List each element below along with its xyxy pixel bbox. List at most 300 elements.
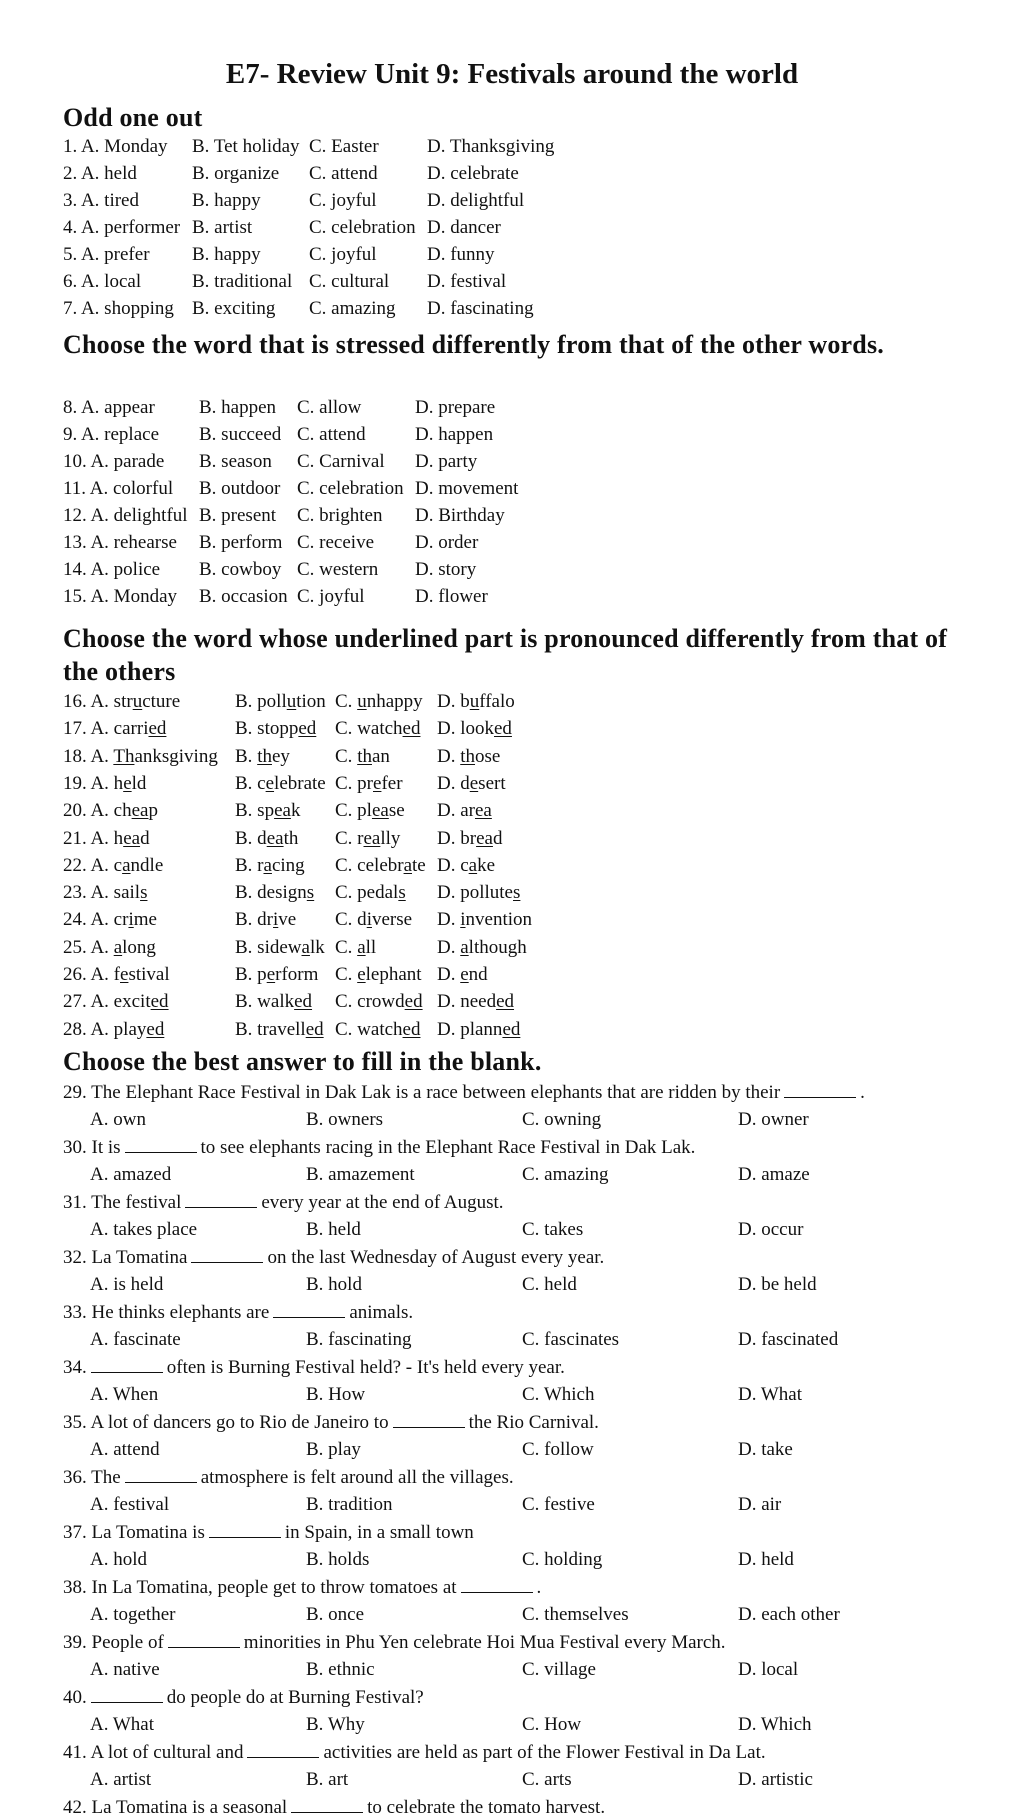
- word-prefix: 25. A.: [63, 936, 114, 958]
- word-suffix: nhappy: [366, 691, 423, 712]
- fill-question-stem: [63, 1632, 726, 1654]
- answer-blank: [185, 1193, 257, 1208]
- section-heading-fill-blank: Choose the best answer to fill in the blank.: [63, 1047, 542, 1076]
- option-B: [235, 937, 325, 959]
- option-A: 13. A. rehearse: [63, 532, 177, 553]
- fill-question-stem: [63, 1797, 605, 1819]
- word-prefix: 17. A. carri: [63, 718, 149, 740]
- underlined-part: ea: [274, 800, 291, 822]
- option-A: A. own: [90, 1109, 146, 1130]
- word-prefix: C. pedal: [335, 882, 399, 904]
- option-C: C. cultural: [309, 271, 390, 292]
- option-C: C. Carnival: [297, 451, 385, 472]
- option-B: B. once: [306, 1604, 365, 1625]
- word-suffix: ose: [475, 745, 501, 767]
- word-prefix: C. watch: [335, 1018, 403, 1040]
- word-suffix: lk: [309, 936, 325, 958]
- option-D: [437, 1019, 520, 1041]
- word-prefix: 16. A. str: [63, 691, 133, 712]
- option-A: [63, 882, 147, 904]
- stem-text-after: minorities in Phu Yen celebrate Hoi Mua Festival every March.: [243, 1632, 726, 1653]
- underlined-part: ed: [146, 1018, 165, 1040]
- option-C: [335, 773, 403, 795]
- option-C: C. village: [522, 1659, 596, 1680]
- stem-text-after: .: [536, 1577, 542, 1598]
- option-C: C. festive: [522, 1494, 595, 1515]
- option-D: D. dancer: [427, 217, 501, 238]
- option-C: C. owning: [522, 1109, 602, 1130]
- stem-text-after: .: [860, 1082, 865, 1103]
- option-B: [235, 991, 312, 1013]
- word-suffix: ey: [271, 745, 290, 767]
- word-prefix: C. watch: [335, 718, 403, 740]
- option-D: D. owner: [738, 1109, 809, 1130]
- option-D: D. delightful: [427, 190, 525, 211]
- option-C: C. brighten: [297, 505, 383, 526]
- word-suffix: an: [371, 745, 390, 767]
- option-C: C. western: [297, 559, 379, 580]
- stem-text-after: do people do at Burning Festival?: [166, 1687, 424, 1708]
- option-C: [335, 691, 423, 713]
- option-C: C. How: [522, 1714, 582, 1735]
- word-suffix: ld: [131, 772, 147, 794]
- answer-blank: [168, 1633, 240, 1648]
- option-A: 9. A. replace: [63, 424, 160, 445]
- stem-text-after: often is Burning Festival held? - It's held every year.: [166, 1357, 565, 1378]
- word-suffix: tion: [296, 691, 326, 712]
- option-B: B. hold: [306, 1274, 362, 1295]
- stem-text-after: animals.: [349, 1302, 414, 1323]
- option-C: C. takes: [522, 1219, 584, 1240]
- word-prefix: D. c: [437, 854, 469, 876]
- answer-blank: [273, 1303, 345, 1318]
- word-suffix: rform: [275, 964, 319, 985]
- word-suffix: lly: [380, 827, 401, 849]
- option-B: [235, 691, 326, 713]
- option-A: [63, 909, 157, 931]
- section-heading-odd-one-out: Odd one out: [63, 103, 203, 132]
- underlined-part: ed: [402, 718, 421, 740]
- option-D: D. each other: [738, 1604, 840, 1625]
- word-prefix: C. d: [335, 909, 367, 931]
- option-B: B. outdoor: [199, 478, 281, 499]
- underlined-part: i: [128, 909, 134, 931]
- underlined-part: a: [301, 936, 310, 958]
- option-B: B. traditional: [192, 271, 293, 292]
- option-C: C. joyful: [309, 244, 377, 265]
- option-B: [235, 909, 296, 931]
- option-A: [63, 746, 218, 768]
- word-suffix: sert: [478, 772, 506, 794]
- option-B: B. held: [306, 1219, 361, 1240]
- option-B: B. ethnic: [306, 1659, 375, 1680]
- option-C: C. joyful: [297, 586, 365, 607]
- word-prefix: D.: [437, 745, 461, 767]
- word-prefix: D.: [437, 909, 461, 931]
- option-C: C. receive: [297, 532, 375, 553]
- word-prefix: D. b: [437, 691, 470, 712]
- option-C: [335, 855, 426, 877]
- option-A: 5. A. prefer: [63, 244, 150, 265]
- answer-blank: [191, 1248, 263, 1263]
- option-B: B. present: [199, 505, 277, 526]
- word-prefix: B. travell: [235, 1018, 306, 1040]
- option-D: D. air: [738, 1494, 782, 1515]
- option-A: 2. A. held: [63, 163, 137, 184]
- underlined-part: e: [460, 964, 469, 985]
- word-prefix: C.: [335, 964, 358, 985]
- underlined-part: ed: [404, 991, 423, 1013]
- option-C: [335, 800, 405, 822]
- word-prefix: B.: [235, 745, 258, 767]
- option-D: D. Birthday: [415, 505, 505, 526]
- word-suffix: nd: [468, 964, 488, 985]
- stem-text: 35. A lot of dancers go to Rio de Janeiro to: [63, 1412, 389, 1433]
- word-prefix: 22. A. c: [63, 854, 123, 876]
- option-A: 11. A. colorful: [63, 478, 174, 499]
- option-D: [437, 909, 532, 931]
- option-A: A. takes place: [90, 1219, 198, 1240]
- word-prefix: 28. A. play: [63, 1018, 147, 1040]
- option-C: [335, 718, 420, 740]
- stem-text: 40.: [63, 1687, 87, 1708]
- underlined-part: a: [460, 936, 469, 958]
- option-D: [437, 964, 488, 986]
- underlined-part: ed: [496, 991, 515, 1013]
- underlined-part: i: [460, 909, 466, 931]
- word-prefix: C. crowd: [335, 991, 405, 1013]
- word-suffix: ffalo: [479, 691, 515, 712]
- option-B: B. succeed: [199, 424, 282, 445]
- option-A: 7. A. shopping: [63, 298, 174, 319]
- option-B: B. artist: [192, 217, 253, 238]
- underlined-part: s: [513, 882, 521, 904]
- section-heading-stress: Choose the word that is stressed differently from that of the other words.: [63, 330, 884, 359]
- word-prefix: C. r: [335, 827, 364, 849]
- word-prefix: C.: [335, 745, 358, 767]
- word-suffix: k: [290, 800, 301, 822]
- word-prefix: D.: [437, 936, 461, 958]
- word-prefix: B. dr: [235, 909, 273, 931]
- option-C: C. joyful: [309, 190, 377, 211]
- word-prefix: D. pollute: [437, 882, 513, 904]
- answer-blank: [209, 1523, 281, 1538]
- option-D: D. occur: [738, 1219, 804, 1240]
- word-prefix: C.: [335, 936, 358, 958]
- option-D: D. celebrate: [427, 163, 519, 184]
- stem-text: 36. The: [63, 1467, 121, 1488]
- word-prefix: B. stopp: [235, 718, 299, 740]
- stem-text: 32. La Tomatina: [63, 1247, 188, 1268]
- option-D: D. happen: [415, 424, 494, 445]
- option-A: 3. A. tired: [63, 190, 139, 211]
- stem-text-after: on the last Wednesday of August every year.: [267, 1247, 605, 1268]
- fill-question-stem: [63, 1577, 541, 1599]
- option-A: A. native: [90, 1659, 160, 1680]
- option-B: B. happy: [192, 244, 261, 265]
- underlined-part: ea: [131, 800, 149, 822]
- word-suffix: stival: [128, 964, 170, 985]
- option-B: B. happy: [192, 190, 261, 211]
- option-D: D. order: [415, 532, 479, 553]
- option-B: B. perform: [199, 532, 283, 553]
- option-D: D. funny: [427, 244, 495, 265]
- option-B: [235, 1019, 324, 1041]
- stem-text-after: the Rio Carnival.: [468, 1412, 599, 1433]
- fill-question-stem: [63, 1357, 565, 1379]
- option-B: B. exciting: [192, 298, 276, 319]
- option-A: A. together: [90, 1604, 176, 1625]
- underlined-part: ed: [150, 991, 169, 1013]
- option-A: [63, 800, 158, 822]
- answer-blank: [393, 1413, 465, 1428]
- word-suffix: ke: [477, 854, 496, 876]
- option-C: [335, 882, 406, 904]
- word-prefix: B. sidew: [235, 936, 302, 958]
- underlined-part: u: [132, 691, 143, 712]
- stem-text: 34.: [63, 1357, 87, 1378]
- underlined-part: s: [140, 882, 148, 904]
- option-C: [335, 964, 422, 986]
- word-suffix: lthough: [468, 936, 527, 958]
- option-D: D. Which: [738, 1714, 812, 1735]
- answer-blank: [125, 1138, 197, 1153]
- option-A: A. hold: [90, 1549, 147, 1570]
- fill-question-stem: [63, 1522, 474, 1544]
- underlined-part: th: [357, 745, 372, 767]
- stem-text: 29. The Elephant Race Festival in Dak Lak is a race between elephants that are ridden by their: [63, 1082, 781, 1103]
- stem-text: 37. La Tomatina is: [63, 1522, 205, 1543]
- answer-blank: [125, 1468, 197, 1483]
- answer-blank: [91, 1688, 163, 1703]
- word-suffix: lebrate: [274, 772, 326, 794]
- option-C: [335, 937, 376, 959]
- option-D: D. festival: [427, 271, 507, 292]
- option-A: A. When: [90, 1384, 159, 1405]
- underlined-part: i: [366, 909, 372, 931]
- stem-text-after: to see elephants racing in the Elephant Race Festival in Dak Lak.: [200, 1137, 696, 1158]
- option-B: B. organize: [192, 163, 280, 184]
- word-suffix: long: [122, 936, 156, 958]
- fill-question-stem: [63, 1467, 514, 1489]
- option-D: [437, 800, 492, 822]
- stem-text-after: atmosphere is felt around all the villages.: [200, 1467, 514, 1488]
- option-D: [437, 855, 495, 877]
- option-A: A. festival: [90, 1494, 170, 1515]
- underlined-part: ea: [371, 800, 389, 822]
- word-prefix: D.: [437, 964, 461, 985]
- word-prefix: C. celebr: [335, 854, 404, 876]
- word-suffix: th: [283, 827, 299, 849]
- word-prefix: B. sp: [235, 800, 275, 822]
- option-D: D. fascinated: [738, 1329, 839, 1350]
- option-D: D. held: [738, 1549, 794, 1570]
- word-prefix: B. p: [235, 964, 267, 985]
- word-suffix: me: [133, 909, 157, 931]
- word-prefix: D. br: [437, 827, 477, 849]
- stem-text-after: in Spain, in a small town: [284, 1522, 474, 1543]
- underlined-part: s: [306, 882, 315, 904]
- stem-text-after: to celebrate the tomato harvest.: [367, 1797, 606, 1818]
- option-A: [63, 691, 180, 713]
- option-B: B. tradition: [306, 1494, 393, 1515]
- option-B: B. Tet holiday: [192, 136, 300, 157]
- option-C: [335, 909, 412, 931]
- option-C: C. holding: [522, 1549, 603, 1570]
- option-B: B. happen: [199, 397, 277, 418]
- underlined-part: s: [398, 882, 406, 904]
- option-A: A. attend: [90, 1439, 160, 1460]
- option-D: D. story: [415, 559, 477, 580]
- option-B: B. How: [306, 1384, 366, 1405]
- option-D: D. artistic: [738, 1769, 813, 1790]
- fill-question-stem: [63, 1082, 865, 1104]
- underlined-part: ed: [294, 991, 313, 1013]
- answer-blank: [291, 1798, 363, 1813]
- word-prefix: B. design: [235, 882, 307, 904]
- option-D: [437, 746, 500, 768]
- option-D: [437, 691, 515, 713]
- option-D: [437, 828, 502, 850]
- option-D: D. Thanksgiving: [427, 136, 555, 157]
- underlined-part: ea: [476, 827, 493, 849]
- fill-question-stem: [63, 1412, 599, 1434]
- option-C: C. held: [522, 1274, 577, 1295]
- word-prefix: 20. A. ch: [63, 800, 132, 822]
- option-D: D. take: [738, 1439, 793, 1460]
- option-C: C. celebration: [309, 217, 416, 238]
- stem-text-after: activities are held as part of the Flower Festival in Da Lat.: [323, 1742, 766, 1763]
- fill-question-stem: [63, 1302, 413, 1324]
- word-prefix: B. poll: [235, 691, 287, 712]
- underlined-part: a: [403, 854, 413, 876]
- option-C: C. fascinates: [522, 1329, 620, 1350]
- underlined-part: e: [469, 772, 479, 794]
- underlined-part: ea: [266, 827, 284, 849]
- option-D: D. party: [415, 451, 478, 472]
- option-D: D. movement: [415, 478, 519, 499]
- option-B: B. amazement: [306, 1164, 415, 1185]
- option-A: A. amazed: [90, 1164, 172, 1185]
- word-prefix: B. r: [235, 854, 264, 876]
- option-C: C. allow: [297, 397, 362, 418]
- word-prefix: B. walk: [235, 991, 295, 1013]
- word-prefix: 23. A. sail: [63, 882, 141, 904]
- option-D: [437, 773, 506, 795]
- stem-text: 42. La Tomatina is a seasonal: [63, 1797, 288, 1818]
- option-A: [63, 855, 163, 877]
- fill-question-stem: [63, 1247, 604, 1269]
- option-A: [63, 964, 170, 986]
- word-prefix: C. pr: [335, 772, 373, 794]
- answer-blank: [461, 1578, 533, 1593]
- option-D: D. amaze: [738, 1164, 810, 1185]
- underlined-part: ea: [363, 827, 381, 849]
- option-C: C. amazing: [522, 1164, 609, 1185]
- option-B: [235, 882, 314, 904]
- underlined-part: u: [286, 691, 297, 712]
- word-suffix: ll: [365, 936, 377, 958]
- option-B: [235, 718, 316, 740]
- word-prefix: C.: [335, 691, 358, 712]
- underlined-part: e: [265, 772, 275, 794]
- option-B: B. cowboy: [199, 559, 282, 580]
- fill-question-stem: [63, 1742, 766, 1764]
- underlined-part: Th: [113, 745, 135, 767]
- word-prefix: B. d: [235, 827, 267, 849]
- underlined-part: a: [357, 936, 366, 958]
- underlined-part: e: [357, 964, 366, 985]
- word-suffix: ve: [278, 909, 297, 931]
- option-B: B. art: [306, 1769, 349, 1790]
- option-A: [63, 773, 146, 795]
- word-prefix: D. look: [437, 718, 494, 740]
- word-prefix: D. d: [437, 772, 470, 794]
- option-C: [335, 746, 390, 768]
- underlined-part: ed: [494, 718, 512, 740]
- option-D: D. be held: [738, 1274, 817, 1295]
- option-A: 14. A. police: [63, 559, 161, 580]
- underlined-part: ea: [123, 827, 141, 849]
- fill-question-stem: [63, 1137, 695, 1159]
- option-A: A. is held: [90, 1274, 164, 1295]
- option-A: 8. A. appear: [63, 397, 155, 418]
- underlined-part: th: [257, 745, 272, 767]
- option-C: C. follow: [522, 1439, 594, 1460]
- option-D: [437, 937, 527, 959]
- option-D: [437, 718, 512, 740]
- underlined-part: ed: [298, 718, 317, 740]
- word-suffix: nvention: [465, 909, 533, 931]
- answer-blank: [784, 1083, 856, 1098]
- fill-question-stem: [63, 1687, 424, 1709]
- underlined-part: a: [263, 854, 272, 876]
- option-D: D. local: [738, 1659, 799, 1680]
- stem-text: 31. The festival: [63, 1192, 182, 1213]
- option-A: [63, 937, 156, 959]
- word-suffix: p: [148, 800, 158, 822]
- underlined-part: ed: [502, 1018, 521, 1040]
- underlined-part: ed: [402, 1018, 421, 1040]
- option-B: B. holds: [306, 1549, 370, 1570]
- option-C: C. attend: [297, 424, 366, 445]
- word-prefix: 26. A. f: [63, 964, 120, 985]
- option-A: [63, 828, 150, 850]
- option-B: [235, 855, 305, 877]
- word-prefix: 18. A.: [63, 745, 114, 767]
- option-D: D. What: [738, 1384, 803, 1405]
- option-B: B. Why: [306, 1714, 365, 1735]
- option-B: [235, 746, 290, 768]
- option-B: [235, 773, 326, 795]
- stem-text-after: every year at the end of August.: [261, 1192, 504, 1213]
- stem-text: 30. It is: [63, 1137, 121, 1158]
- stem-text: 38. In La Tomatina, people get to throw tomatoes at: [63, 1577, 457, 1598]
- word-prefix: D. need: [437, 991, 497, 1013]
- option-A: [63, 991, 169, 1013]
- option-A: [63, 718, 166, 740]
- option-C: C. celebration: [297, 478, 404, 499]
- option-C: [335, 828, 400, 850]
- underlined-part: ea: [474, 800, 492, 822]
- option-B: [235, 828, 298, 850]
- option-C: C. themselves: [522, 1604, 629, 1625]
- underlined-part: a: [113, 936, 123, 958]
- underlined-part: ed: [148, 718, 167, 740]
- answer-blank: [91, 1358, 163, 1373]
- word-prefix: D. plann: [437, 1018, 503, 1040]
- option-C: C. amazing: [309, 298, 396, 319]
